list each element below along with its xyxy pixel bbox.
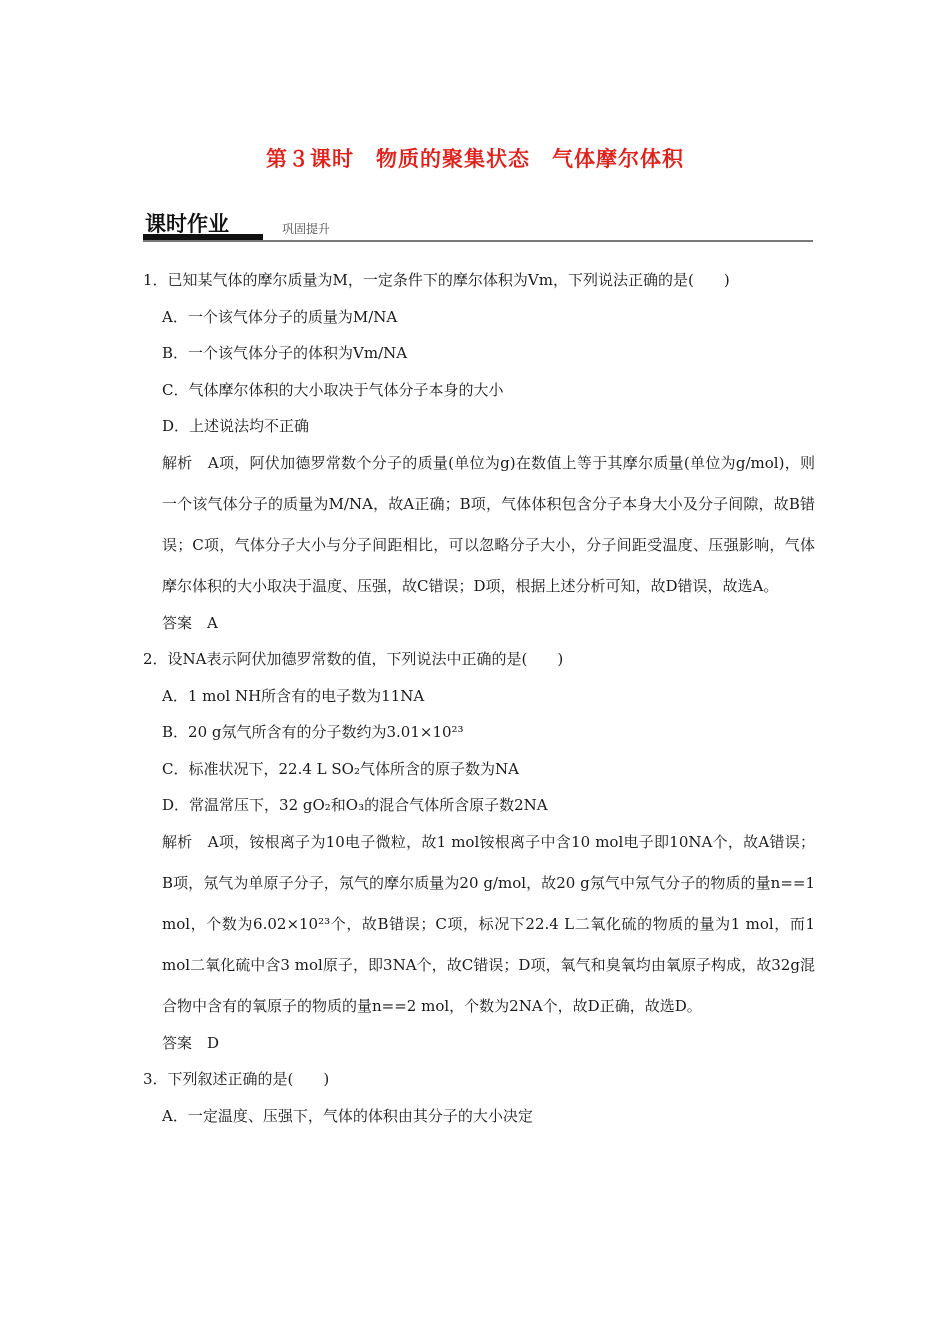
section-header	[143, 208, 813, 242]
question-1-option-b: B．一个该气体分子的体积为Vm/NA	[162, 344, 408, 362]
question-2-answer: 答案 D	[162, 1033, 220, 1052]
question-3-option-a: A．一定温度、压强下，气体的体积由其分子的大小决定	[162, 1106, 533, 1125]
question-1-stem: 1．已知某气体的摩尔质量为M，一定条件下的摩尔体积为Vm，下列说法正确的是( )	[143, 271, 730, 289]
question-1-option-c: C．气体摩尔体积的大小取决于气体分子本身的大小	[162, 380, 504, 399]
page-title: 第３课时 物质的聚集状态 气体摩尔体积	[266, 147, 684, 171]
question-1-answer: 答案 A	[162, 613, 218, 632]
question-2-stem: 2．设NA表示阿伏加德罗常数的值，下列说法中正确的是( )	[143, 650, 564, 668]
question-1-analysis: 解析 A项，阿伏加德罗常数个分子的质量(单位为g)在数值上等于其摩尔质量(单位为g/mol)，则一个该气体分子的质量为M/NA，故A正确；B项，气体体积包含分子本身大小及分子间隙，故B错误；C项，气体分子大小与分子间距相比，可以忽略分子大小，分子间距受温度、压强影响，气体摩尔体积的大小取决于温度、压强，故C错误；D项，根据上述分析可知，故D错误，故选A。	[162, 453, 815, 595]
question-2-option-b: B．20 g氖气所含有的分子数约为3.01×10²³	[162, 723, 464, 741]
section-label: 课时作业	[145, 212, 229, 236]
question-3-stem: 3．下列叙述正确的是( )	[143, 1070, 330, 1088]
question-1-option-d: D．上述说法均不正确	[162, 417, 310, 435]
question-2-option-a: A．1 mol NH所含有的电子数为11NA	[162, 686, 425, 705]
question-2-option-c: C．标准状况下，22.4 L SO₂气体所含的原子数为NA	[162, 759, 519, 778]
question-2-option-d: D．常温常压下，32 gO₂和O₃的混合气体所含原子数2NA	[162, 796, 548, 814]
question-1-option-a: A．一个该气体分子的质量为M/NA	[162, 307, 398, 326]
exercise-content	[143, 262, 815, 1134]
section-sublabel: 巩固提升	[282, 222, 331, 236]
question-2-analysis: 解析 A项，铵根离子为10电子微粒，故1 mol铵根离子中含10 mol电子即10NA个，故A错误；B项，氖气为单原子分子，氖气的摩尔质量为20 g/mol，故20 g氖气中氖气分子的物质的量n==1 mol，个数为6.02×10²³个，故B错误；C项，标况下22.4 L二氧化硫的物质的量为1 mol，而1 mol二氧化硫中含3 mol原子，即3NA个，故C错误；D项，氧气和臭氧均由氧原子构成，故32g混合物中含有的氧原子的物质的量n==2 mol，个数为2NA个，故D正确，故选D。	[162, 832, 815, 1015]
